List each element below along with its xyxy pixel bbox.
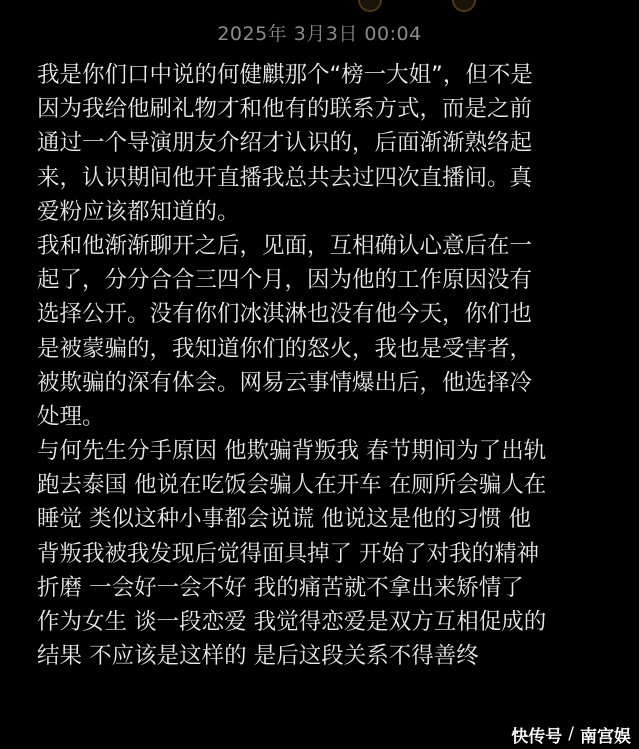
message-line: 选择公开。没有你们冰淇淋也没有他今天，你们也 — [37, 301, 533, 328]
message-line: 作为女生 谈一段恋爱 我觉得恋爱是双方互相促成的 — [37, 609, 547, 635]
message-line: 背叛我被我发现后觉得面具掉了 开始了对我的精神 — [37, 540, 540, 567]
message-line: 与何先生分手原因 他欺骗背叛我 春节期间为了出轨 — [37, 438, 547, 465]
message-text — [37, 58, 617, 673]
toolbar-button-icon[interactable] — [452, 0, 476, 12]
message-line: 被欺骗的深有体会。网易云事情爆出后，他选择冷 — [37, 369, 533, 396]
message-line: 我是你们口中说的何健麒那个“榜一大姐”，但不是 — [37, 62, 533, 88]
message-line: 睡觉 类似这种小事都会说谎 他说这是他的习惯 他 — [37, 506, 531, 533]
message-line: 处理。 — [37, 403, 105, 430]
message-line: 是被蒙骗的，我知道你们的怒火，我也是受害者， — [37, 335, 533, 362]
watermark-author: 南宫娱 — [580, 726, 631, 747]
watermark-source: 快传号 — [511, 726, 563, 747]
message-line: 折磨 一会好一会不好 我的痛苦就不拿出来矫情了 — [37, 574, 524, 601]
message-line: 爱粉应该都知道的。 — [37, 198, 240, 225]
message-line: 来，认识期间他开直播我总共去过四次直播间。真 — [37, 164, 533, 191]
message-line: 结果 不应该是这样的 是后这段关系不得善终 — [37, 643, 479, 670]
message-line: 因为我给他刷礼物才和他有的联系方式，而是之前 — [37, 96, 533, 123]
message-line: 我和他渐渐聊开之后，见面，互相确认心意后在一 — [37, 232, 533, 259]
toolbar-button-icon[interactable] — [358, 0, 382, 12]
message-line: 起了，分分合合三四个月，因为他的工作原因没有 — [37, 267, 533, 294]
watermark-separator: / — [568, 724, 574, 744]
message-line: 通过一个导演朋友介绍才认识的，后面渐渐熟络起 — [37, 130, 533, 157]
top-toolbar-edge — [0, 0, 639, 12]
message-line: 跑去泰国 他说在吃饭会骗人在开车 在厕所会骗人在 — [37, 472, 547, 499]
message-timestamp: 2025年 3月3日 00:04 — [217, 23, 422, 45]
watermark — [501, 719, 639, 749]
